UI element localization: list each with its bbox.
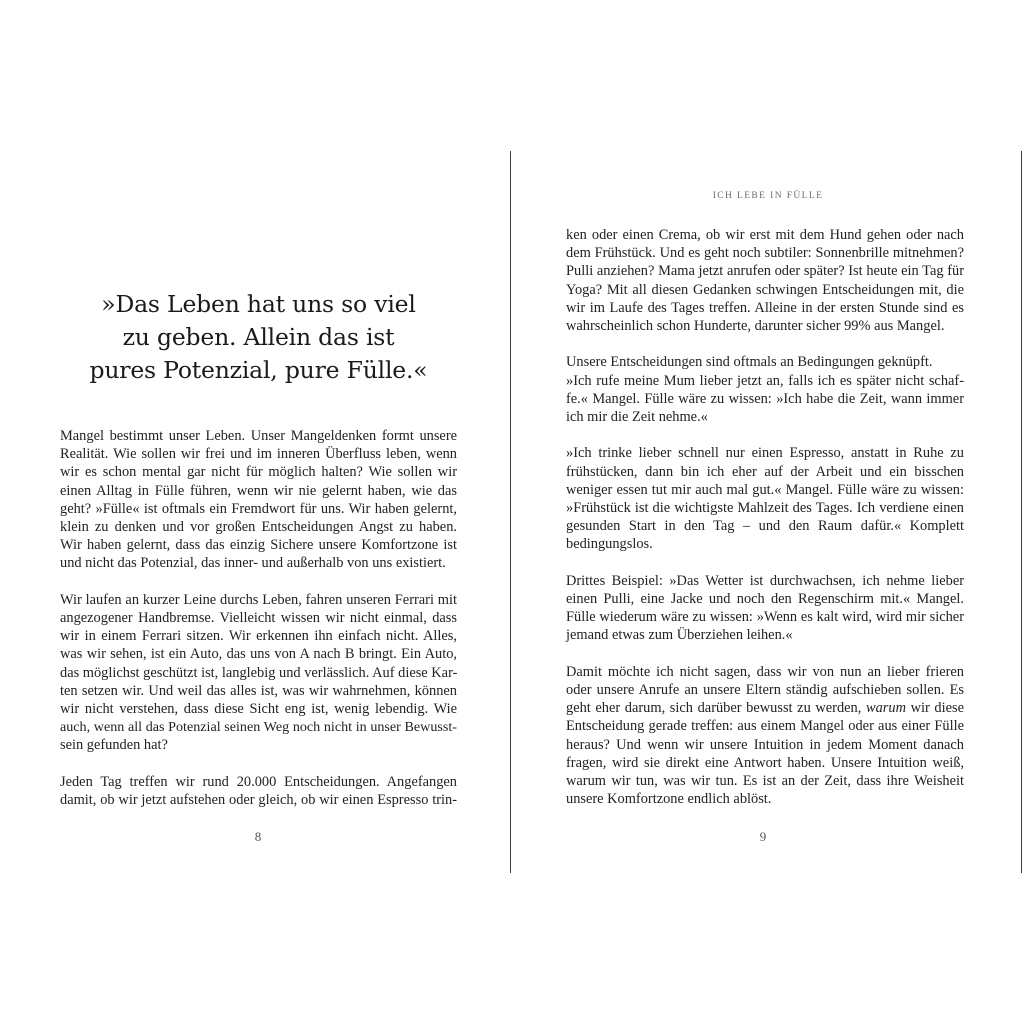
text-line: »Frühstück ist die wichtigste Mahlzeit des Tages. Ich verdiene einen xyxy=(566,500,964,517)
text-line: Mangel bestimmt unser Leben. Unser Mangeldenken formt unsere xyxy=(60,428,457,444)
text-line: Unsere Entscheidungen sind oftmals an Bedingungen geknüpft. xyxy=(566,354,933,371)
text-line: weniger essen tut mir auch mal gut.« Mangel. Fülle wäre zu wissen: xyxy=(566,481,964,498)
text-line: angezogener Handbremse. Vielleicht wissen wir nicht einmal, dass xyxy=(60,610,457,627)
page-number: 9 xyxy=(759,829,767,844)
text-line: »Ich rufe meine Mum lieber jetzt an, falls ich es später nicht schaf- xyxy=(566,372,964,389)
text-line: wir im Laufe des Tages treffen. Alleine in der ersten Stunde sind es xyxy=(566,299,964,316)
text-line: Yoga? Mit all diesen Gedanken schwingen Entscheidungen mit, die xyxy=(566,281,964,298)
text-line: Wir haben gelernt, dass das einzig Sichere unsere Komfortzone ist xyxy=(60,537,457,554)
text-line: frühstücken, dann bin ich eher auf der Arbeit und ein bisschen xyxy=(566,463,964,480)
text-line: wahrscheinlich schon Hunderte, darunter sicher 99% aus Mangel. xyxy=(566,318,945,335)
text-line: »Ich trinke lieber schnell nur einen Espresso, anstatt in Ruhe zu xyxy=(566,445,964,462)
text-line: ten setzen wir. Und weil das alles ist, was wir wahrnehmen, können xyxy=(60,682,457,699)
page-gutter-line xyxy=(510,151,511,873)
paragraph xyxy=(566,353,964,426)
paragraph xyxy=(566,444,964,553)
text-line: damit, ob wir jetzt aufstehen oder gleich, ob wir einen Espresso trin- xyxy=(60,792,457,809)
text-line: dem Frühstück. Und es geht noch subtiler: Sonnenbrille mitnehmen? xyxy=(566,245,964,262)
text-line: Damit möchte ich nicht sagen, dass wir von nun an lieber frieren xyxy=(566,663,964,680)
quote-line: »Das Leben hat uns so viel xyxy=(101,290,416,318)
text-line: Drittes Beispiel: »Das Wetter ist durchwachsen, ich nehme lieber xyxy=(566,572,964,589)
text-line: sein gefunden hat? xyxy=(60,737,168,754)
paragraph xyxy=(566,572,964,645)
text-line: heraus? Und wenn wir unsere Intuition in jedem Moment danach xyxy=(566,736,964,753)
text-line: gesunden Start in den Tag – und den Raum dafür.« Komplett xyxy=(566,518,964,535)
left-page xyxy=(0,0,510,1024)
text-line: unsere Komfortzone endlich ablöst. xyxy=(566,791,772,808)
right-page xyxy=(512,0,1024,1024)
text-line: auch, wenn all das Potenzial seinen Weg noch nicht in unser Bewusst- xyxy=(60,719,457,736)
paragraph xyxy=(60,591,457,755)
text-line: Wir laufen an kurzer Leine durchs Leben, fahren unseren Ferrari mit xyxy=(60,591,457,608)
text-line xyxy=(566,699,964,717)
text-line: was wir sehen, ist ein Auto, das uns von A nach B bringt. Ein Auto, xyxy=(60,646,457,663)
quote-line: zu geben. Allein das ist xyxy=(122,323,395,351)
pull-quote xyxy=(60,288,457,387)
text-line: ich mir die Zeit nehme.« xyxy=(566,409,708,426)
text-line: wir in einem Ferrari sitzen. Wir erkennen ihn einfach nicht. Alles, xyxy=(60,628,457,645)
right-body-text xyxy=(566,226,964,827)
page-number: 8 xyxy=(254,829,262,844)
text-segment: wir diese xyxy=(905,700,964,717)
text-line: einen Pulli, eine Jacke und noch den Regenschirm mit.« Mangel. xyxy=(566,591,964,608)
text-line: warum wir tun, was wir tun. Es ist an der Zeit, dass ihre Weisheit xyxy=(566,773,964,790)
running-head: ICH LEBE IN FÜLLE xyxy=(712,191,824,201)
paragraph xyxy=(566,226,964,335)
text-line: ken oder einen Crema, ob wir erst mit dem Hund gehen oder nach xyxy=(566,227,964,243)
text-line: klein zu denken und vor großen Entscheidungen Angst zu haben. xyxy=(60,519,457,536)
text-line: Jeden Tag treffen wir rund 20.000 Entscheidungen. Angefangen xyxy=(60,773,457,790)
paragraph xyxy=(60,773,457,809)
text-line: Pulli anziehen? Mama jetzt anrufen oder später? Ist heute ein Tag für xyxy=(566,263,964,280)
text-line: fragen, wird sie direkt eine Antwort haben. Unsere Intuition weiß, xyxy=(566,754,964,771)
text-line: jemand etwas zum Überziehen leihen.« xyxy=(566,627,793,644)
paragraph xyxy=(566,663,964,809)
text-line: und nicht das Potenzial, das inner- und außerhalb von uns existiert. xyxy=(60,555,446,572)
text-line: bedingungslos. xyxy=(566,536,653,553)
italic-emphasis: warum xyxy=(865,700,906,717)
quote-line: pures Potenzial, pure Fülle.« xyxy=(89,356,428,384)
text-line: Fülle wiederum wäre zu wissen: »Wenn es kalt wird, wird mir sicher xyxy=(566,609,964,626)
text-line: das möglichst geschützt ist, langlebig und verlässlich. Auf diese Kar- xyxy=(60,664,458,681)
text-line: einen Alltag in Fülle führen, wenn wir nie gelernt haben, wie das xyxy=(60,482,457,499)
text-line: geht? »Fülle« ist oftmals ein Fremdwort für uns. Wir haben gelernt, xyxy=(60,500,457,517)
paragraph xyxy=(60,427,457,573)
text-line: oder unsere Anrufe an unsere Eltern ständig aufschieben sollen. Es xyxy=(566,682,964,699)
text-line: Realität. Wie sollen wir frei und im inneren Überfluss leben, wenn xyxy=(60,446,457,463)
text-line: fe.« Mangel. Fülle wäre zu wissen: »Ich habe die Zeit, wann immer xyxy=(566,390,964,407)
text-line: Entscheidung gerade treffen: aus einem Mangel oder aus einer Fülle xyxy=(566,718,964,735)
text-segment: geht eher darum, sich darüber bewusst zu werden, xyxy=(566,700,866,717)
left-body-text xyxy=(60,427,457,827)
text-line: wir nicht verstehen, dass diese Sicht eng ist, wenig lebendig. Wie xyxy=(60,701,457,718)
text-line: wir es schon mental gar nicht für möglich halten? Wie sollen wir xyxy=(60,464,457,481)
